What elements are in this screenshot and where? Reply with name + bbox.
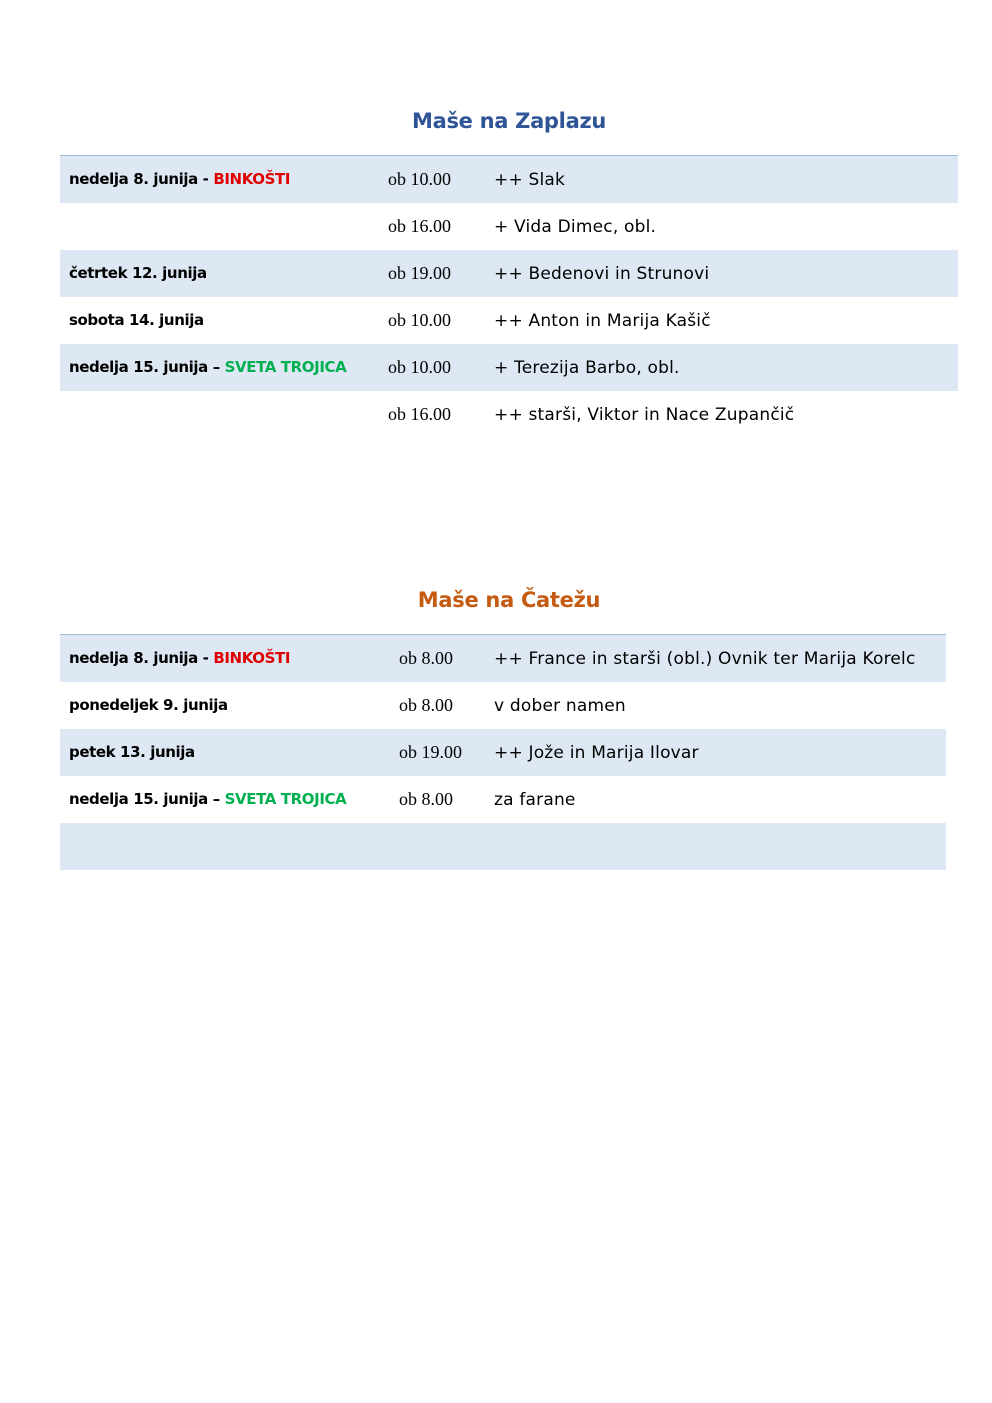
- schedule-row-empty: [60, 823, 946, 870]
- mass-intention: ++ Jože in Marija Ilovar: [494, 743, 699, 763]
- day-label: nedelja 15. junija – SVETA TROJICA: [69, 790, 347, 808]
- schedule-row: [60, 682, 946, 729]
- mass-time: ob 16.00: [388, 216, 451, 236]
- mass-time: ob 19.00: [399, 742, 462, 762]
- schedule-row: [60, 250, 958, 297]
- mass-intention: v dober namen: [494, 696, 626, 716]
- mass-time: ob 10.00: [388, 357, 451, 377]
- mass-time: ob 8.00: [399, 695, 453, 715]
- zaplaz-mass-schedule: [60, 155, 958, 438]
- feast-name: SVETA TROJICA: [224, 790, 347, 808]
- day-label: nedelja 15. junija – SVETA TROJICA: [69, 358, 347, 376]
- feast-name: BINKOŠTI: [213, 170, 291, 188]
- mass-time: ob 10.00: [388, 169, 451, 189]
- schedule-row: [60, 776, 946, 823]
- day-label: nedelja 8. junija - BINKOŠTI: [69, 170, 291, 188]
- feast-name: SVETA TROJICA: [224, 358, 347, 376]
- mass-intention: + Vida Dimec, obl.: [494, 217, 657, 237]
- mass-time: ob 19.00: [388, 263, 451, 283]
- mass-intention: ++ starši, Viktor in Nace Zupančič: [494, 405, 795, 425]
- day-label: sobota 14. junija: [69, 311, 204, 329]
- mass-time: ob 16.00: [388, 404, 451, 424]
- day-label: četrtek 12. junija: [69, 264, 207, 282]
- zaplaz-section-title: Maše na Zaplazu: [411, 109, 607, 133]
- schedule-row: [60, 729, 946, 776]
- catez-mass-schedule: [60, 634, 946, 870]
- schedule-row: [60, 297, 958, 344]
- day-label: ponedeljek 9. junija: [69, 696, 228, 714]
- mass-intention: ++ Slak: [494, 170, 566, 190]
- mass-intention: za farane: [494, 790, 576, 810]
- catez-section-title: Maše na Čatežu: [417, 588, 601, 612]
- schedule-row: [60, 203, 958, 250]
- schedule-row: [60, 391, 958, 438]
- schedule-row: [60, 344, 958, 391]
- feast-name: BINKOŠTI: [213, 649, 291, 667]
- mass-time: ob 10.00: [388, 310, 451, 330]
- day-label: petek 13. junija: [69, 743, 195, 761]
- mass-time: ob 8.00: [399, 789, 453, 809]
- mass-intention: ++ Anton in Marija Kašič: [494, 311, 711, 331]
- mass-time: ob 8.00: [399, 648, 453, 668]
- schedule-row: [60, 635, 946, 682]
- mass-intention: + Terezija Barbo, obl.: [494, 358, 680, 378]
- day-label: nedelja 8. junija - BINKOŠTI: [69, 649, 291, 667]
- mass-intention: ++ Bedenovi in Strunovi: [494, 264, 710, 284]
- mass-intention: ++ France in starši (obl.) Ovnik ter Marija Korelc: [494, 649, 916, 669]
- schedule-row: [60, 156, 958, 203]
